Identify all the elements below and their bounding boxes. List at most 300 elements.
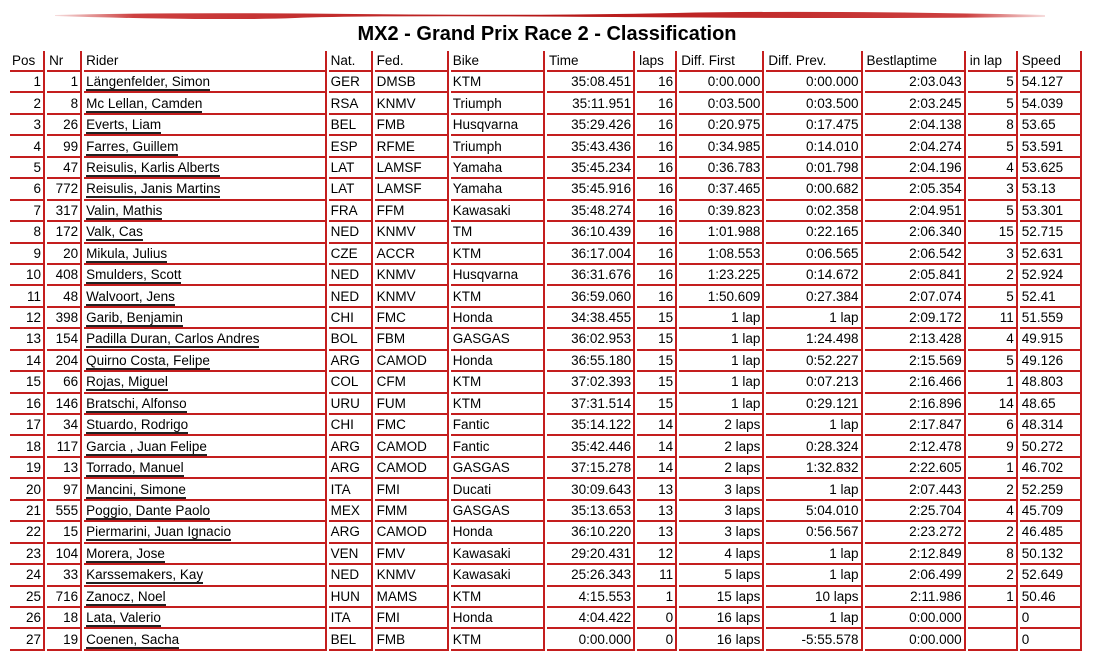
cell-diff-first: 0:03.500 bbox=[679, 93, 764, 114]
cell-bestlaptime: 2:22.605 bbox=[865, 458, 966, 479]
cell-bike: GASGAS bbox=[451, 329, 545, 350]
cell-pos: 4 bbox=[10, 136, 45, 157]
cell-nat: VEN bbox=[329, 544, 373, 565]
cell-laps: 16 bbox=[637, 158, 677, 179]
cell-bestlaptime: 2:05.354 bbox=[865, 179, 966, 200]
cell-nr: 408 bbox=[47, 265, 82, 286]
rider-name-link[interactable]: Farres, Guillem bbox=[86, 138, 179, 154]
cell-diff-first: 1 lap bbox=[679, 329, 764, 350]
table-row bbox=[10, 329, 1082, 350]
cell-time: 36:02.953 bbox=[547, 329, 635, 350]
cell-fed: ACCR bbox=[375, 244, 449, 265]
cell-time: 36:10.439 bbox=[547, 222, 635, 243]
cell-speed: 51.559 bbox=[1020, 308, 1082, 329]
cell-nr: 398 bbox=[47, 308, 82, 329]
cell-laps: 16 bbox=[637, 179, 677, 200]
header-row bbox=[10, 51, 1082, 72]
cell-diff-first: 3 laps bbox=[679, 522, 764, 543]
cell-bike: Yamaha bbox=[451, 158, 545, 179]
cell-nr: 33 bbox=[47, 565, 82, 586]
cell-laps: 12 bbox=[637, 544, 677, 565]
table-row bbox=[10, 629, 1082, 650]
cell-bestlaptime: 2:17.847 bbox=[865, 415, 966, 436]
cell-diff-first: 1:08.553 bbox=[679, 244, 764, 265]
decorative-brush-stroke bbox=[55, 11, 1045, 19]
cell-in-lap: 2 bbox=[968, 265, 1018, 286]
rider-name-link[interactable]: Rojas, Miguel bbox=[86, 374, 168, 390]
cell-bestlaptime: 2:06.499 bbox=[865, 565, 966, 586]
cell-pos: 9 bbox=[10, 244, 45, 265]
rider-name-link[interactable]: Garcia , Juan Felipe bbox=[86, 438, 207, 454]
cell-speed: 46.702 bbox=[1020, 458, 1082, 479]
rider-name-link[interactable]: Valk, Cas bbox=[86, 224, 143, 240]
cell-bestlaptime: 2:07.443 bbox=[865, 479, 966, 500]
cell-speed: 52.715 bbox=[1020, 222, 1082, 243]
cell-diff-prev: 5:04.010 bbox=[766, 501, 862, 522]
cell-rider bbox=[84, 286, 326, 307]
cell-diff-first: 1:23.225 bbox=[679, 265, 764, 286]
table-row bbox=[10, 394, 1082, 415]
cell-speed: 53.65 bbox=[1020, 115, 1082, 136]
cell-pos: 12 bbox=[10, 308, 45, 329]
cell-time: 34:38.455 bbox=[547, 308, 635, 329]
cell-rider bbox=[84, 201, 326, 222]
col-header-rider: Rider bbox=[84, 51, 326, 72]
col-header-diff-prev: Diff. Prev. bbox=[766, 51, 862, 72]
table-row bbox=[10, 222, 1082, 243]
cell-fed: FMC bbox=[375, 415, 449, 436]
cell-diff-prev: 0:06.565 bbox=[766, 244, 862, 265]
cell-diff-first: 0:00.000 bbox=[679, 72, 764, 93]
cell-in-lap: 1 bbox=[968, 372, 1018, 393]
cell-rider bbox=[84, 72, 326, 93]
cell-diff-first: 3 laps bbox=[679, 501, 764, 522]
cell-in-lap: 14 bbox=[968, 394, 1018, 415]
cell-nat: ESP bbox=[329, 136, 373, 157]
cell-nr: 172 bbox=[47, 222, 82, 243]
cell-fed: FMB bbox=[375, 629, 449, 650]
table-row bbox=[10, 544, 1082, 565]
cell-bike: Kawasaki bbox=[451, 201, 545, 222]
cell-rider bbox=[84, 158, 326, 179]
cell-in-lap: 11 bbox=[968, 308, 1018, 329]
cell-pos: 26 bbox=[10, 608, 45, 629]
cell-diff-first: 1 lap bbox=[679, 372, 764, 393]
cell-laps: 13 bbox=[637, 522, 677, 543]
cell-time: 37:31.514 bbox=[547, 394, 635, 415]
cell-fed: FBM bbox=[375, 329, 449, 350]
cell-diff-prev: 0:14.010 bbox=[766, 136, 862, 157]
col-header-diff-first: Diff. First bbox=[679, 51, 764, 72]
cell-pos: 17 bbox=[10, 415, 45, 436]
rider-name-link[interactable]: Smulders, Scott bbox=[86, 267, 182, 283]
cell-nat: NED bbox=[329, 222, 373, 243]
rider-name-link[interactable]: Lata, Valerio bbox=[86, 610, 161, 626]
cell-fed: KNMV bbox=[375, 286, 449, 307]
cell-bike: GASGAS bbox=[451, 501, 545, 522]
cell-fed: KNMV bbox=[375, 565, 449, 586]
cell-fed: FMI bbox=[375, 608, 449, 629]
cell-time: 35:45.916 bbox=[547, 179, 635, 200]
cell-laps: 16 bbox=[637, 244, 677, 265]
cell-laps: 14 bbox=[637, 415, 677, 436]
cell-diff-prev: -5:55.578 bbox=[766, 629, 862, 650]
cell-speed: 53.625 bbox=[1020, 158, 1082, 179]
cell-laps: 16 bbox=[637, 136, 677, 157]
cell-rider bbox=[84, 136, 326, 157]
cell-nr: 15 bbox=[47, 522, 82, 543]
cell-bike: Husqvarna bbox=[451, 265, 545, 286]
cell-fed: KNMV bbox=[375, 93, 449, 114]
table-row bbox=[10, 351, 1082, 372]
cell-in-lap: 9 bbox=[968, 436, 1018, 457]
rider-name-link[interactable]: Karssemakers, Kay bbox=[86, 567, 204, 583]
cell-diff-first: 0:39.823 bbox=[679, 201, 764, 222]
results-body bbox=[10, 72, 1082, 651]
cell-speed: 54.127 bbox=[1020, 72, 1082, 93]
cell-pos: 19 bbox=[10, 458, 45, 479]
table-row bbox=[10, 308, 1082, 329]
cell-fed: DMSB bbox=[375, 72, 449, 93]
cell-nr: 555 bbox=[47, 501, 82, 522]
rider-name-link[interactable]: Reisulis, Janis Martins bbox=[86, 181, 221, 197]
cell-bestlaptime: 2:03.043 bbox=[865, 72, 966, 93]
table-row bbox=[10, 265, 1082, 286]
cell-diff-prev: 0:29.121 bbox=[766, 394, 862, 415]
cell-nat: ITA bbox=[329, 608, 373, 629]
cell-time: 25:26.343 bbox=[547, 565, 635, 586]
table-row bbox=[10, 158, 1082, 179]
cell-time: 35:14.122 bbox=[547, 415, 635, 436]
cell-rider bbox=[84, 179, 326, 200]
table-row bbox=[10, 458, 1082, 479]
rider-name-link[interactable]: Torrado, Manuel bbox=[86, 460, 184, 476]
cell-nr: 716 bbox=[47, 587, 82, 608]
rider-name-link[interactable]: Mc Lellan, Camden bbox=[86, 95, 203, 111]
cell-nat: NED bbox=[329, 265, 373, 286]
cell-nat: LAT bbox=[329, 158, 373, 179]
cell-time: 37:02.393 bbox=[547, 372, 635, 393]
cell-nat: HUN bbox=[329, 587, 373, 608]
cell-nr: 8 bbox=[47, 93, 82, 114]
cell-in-lap: 5 bbox=[968, 286, 1018, 307]
cell-diff-first: 5 laps bbox=[679, 565, 764, 586]
cell-nat: BOL bbox=[329, 329, 373, 350]
cell-in-lap: 6 bbox=[968, 415, 1018, 436]
cell-laps: 0 bbox=[637, 629, 677, 650]
cell-speed: 52.631 bbox=[1020, 244, 1082, 265]
cell-speed: 45.709 bbox=[1020, 501, 1082, 522]
cell-bike: KTM bbox=[451, 629, 545, 650]
cell-bestlaptime: 0:00.000 bbox=[865, 629, 966, 650]
cell-nr: 117 bbox=[47, 436, 82, 457]
table-row bbox=[10, 587, 1082, 608]
cell-pos: 21 bbox=[10, 501, 45, 522]
cell-diff-prev: 1:32.832 bbox=[766, 458, 862, 479]
cell-nat: RSA bbox=[329, 93, 373, 114]
rider-name-link[interactable]: Bratschi, Alfonso bbox=[86, 395, 187, 411]
cell-nat: ARG bbox=[329, 351, 373, 372]
cell-diff-prev: 1 lap bbox=[766, 479, 862, 500]
cell-time: 35:29.426 bbox=[547, 115, 635, 136]
cell-speed: 54.039 bbox=[1020, 93, 1082, 114]
cell-diff-first: 0:34.985 bbox=[679, 136, 764, 157]
cell-diff-prev: 1 lap bbox=[766, 608, 862, 629]
cell-speed: 52.924 bbox=[1020, 265, 1082, 286]
cell-in-lap: 2 bbox=[968, 565, 1018, 586]
cell-bestlaptime: 2:23.272 bbox=[865, 522, 966, 543]
cell-bestlaptime: 0:00.000 bbox=[865, 608, 966, 629]
cell-pos: 5 bbox=[10, 158, 45, 179]
cell-bike: KTM bbox=[451, 72, 545, 93]
cell-nat: ARG bbox=[329, 458, 373, 479]
cell-fed: LAMSF bbox=[375, 158, 449, 179]
cell-time: 4:15.553 bbox=[547, 587, 635, 608]
cell-laps: 15 bbox=[637, 308, 677, 329]
cell-diff-prev: 0:02.358 bbox=[766, 201, 862, 222]
rider-name-link[interactable]: Reisulis, Karlis Alberts bbox=[86, 159, 220, 175]
cell-laps: 15 bbox=[637, 351, 677, 372]
table-row bbox=[10, 608, 1082, 629]
cell-nat: COL bbox=[329, 372, 373, 393]
cell-speed: 0 bbox=[1020, 629, 1082, 650]
cell-nr: 317 bbox=[47, 201, 82, 222]
cell-in-lap: 4 bbox=[968, 329, 1018, 350]
cell-fed: FMV bbox=[375, 544, 449, 565]
cell-bike: GASGAS bbox=[451, 458, 545, 479]
cell-laps: 0 bbox=[637, 608, 677, 629]
cell-laps: 14 bbox=[637, 436, 677, 457]
cell-fed: KNMV bbox=[375, 222, 449, 243]
cell-laps: 14 bbox=[637, 458, 677, 479]
col-header-nr: Nr bbox=[47, 51, 82, 72]
cell-speed: 48.803 bbox=[1020, 372, 1082, 393]
cell-time: 29:20.431 bbox=[547, 544, 635, 565]
cell-in-lap bbox=[968, 608, 1018, 629]
cell-nat: CZE bbox=[329, 244, 373, 265]
cell-rider bbox=[84, 436, 326, 457]
cell-bike: KTM bbox=[451, 372, 545, 393]
cell-nr: 97 bbox=[47, 479, 82, 500]
cell-time: 37:15.278 bbox=[547, 458, 635, 479]
cell-time: 36:55.180 bbox=[547, 351, 635, 372]
col-header-in-lap: in lap bbox=[968, 51, 1018, 72]
cell-fed: FUM bbox=[375, 394, 449, 415]
cell-bike: Fantic bbox=[451, 436, 545, 457]
rider-name-link[interactable]: Padilla Duran, Carlos Andres bbox=[86, 331, 260, 347]
cell-time: 0:00.000 bbox=[547, 629, 635, 650]
cell-time: 35:11.951 bbox=[547, 93, 635, 114]
cell-fed: FMB bbox=[375, 115, 449, 136]
cell-rider bbox=[84, 265, 326, 286]
cell-rider bbox=[84, 415, 326, 436]
rider-name-link[interactable]: Valin, Mathis bbox=[86, 202, 163, 218]
cell-pos: 7 bbox=[10, 201, 45, 222]
cell-pos: 25 bbox=[10, 587, 45, 608]
rider-name-link[interactable]: Poggio, Dante Paolo bbox=[86, 502, 210, 518]
cell-nr: 13 bbox=[47, 458, 82, 479]
cell-pos: 24 bbox=[10, 565, 45, 586]
cell-rider bbox=[84, 458, 326, 479]
cell-speed: 50.272 bbox=[1020, 436, 1082, 457]
cell-time: 35:42.446 bbox=[547, 436, 635, 457]
cell-bestlaptime: 2:09.172 bbox=[865, 308, 966, 329]
cell-rider bbox=[84, 565, 326, 586]
cell-nat: ARG bbox=[329, 522, 373, 543]
cell-speed: 52.41 bbox=[1020, 286, 1082, 307]
table-row bbox=[10, 93, 1082, 114]
cell-laps: 16 bbox=[637, 222, 677, 243]
rider-name-link[interactable]: Stuardo, Rodrigo bbox=[86, 417, 189, 433]
cell-nat: BEL bbox=[329, 629, 373, 650]
cell-nat: NED bbox=[329, 565, 373, 586]
cell-diff-prev: 1 lap bbox=[766, 308, 862, 329]
cell-diff-first: 0:37.465 bbox=[679, 179, 764, 200]
cell-nr: 104 bbox=[47, 544, 82, 565]
cell-diff-first: 0:20.975 bbox=[679, 115, 764, 136]
col-header-bike: Bike bbox=[451, 51, 545, 72]
cell-bestlaptime: 2:03.245 bbox=[865, 93, 966, 114]
rider-name-link[interactable]: Morera, Jose bbox=[86, 545, 165, 561]
cell-fed: CAMOD bbox=[375, 351, 449, 372]
cell-nr: 146 bbox=[47, 394, 82, 415]
rider-name-link[interactable]: Piermarini, Juan Ignacio bbox=[86, 524, 231, 540]
cell-time: 35:43.436 bbox=[547, 136, 635, 157]
cell-time: 36:31.676 bbox=[547, 265, 635, 286]
rider-name-link[interactable]: Mikula, Julius bbox=[86, 245, 168, 261]
rider-name-link[interactable]: Garib, Benjamin bbox=[86, 310, 183, 326]
cell-fed: CAMOD bbox=[375, 436, 449, 457]
cell-bike: Honda bbox=[451, 308, 545, 329]
table-row bbox=[10, 436, 1082, 457]
cell-speed: 50.132 bbox=[1020, 544, 1082, 565]
rider-name-link[interactable]: Mancini, Simone bbox=[86, 481, 186, 497]
cell-rider bbox=[84, 93, 326, 114]
cell-laps: 13 bbox=[637, 479, 677, 500]
cell-bestlaptime: 2:05.841 bbox=[865, 265, 966, 286]
cell-diff-prev: 1 lap bbox=[766, 565, 862, 586]
cell-rider bbox=[84, 608, 326, 629]
cell-in-lap: 5 bbox=[968, 351, 1018, 372]
cell-diff-prev: 0:01.798 bbox=[766, 158, 862, 179]
cell-time: 35:13.653 bbox=[547, 501, 635, 522]
cell-diff-prev: 0:14.672 bbox=[766, 265, 862, 286]
cell-bike: Honda bbox=[451, 351, 545, 372]
cell-diff-prev: 0:17.475 bbox=[766, 115, 862, 136]
cell-nr: 154 bbox=[47, 329, 82, 350]
cell-nat: CHI bbox=[329, 308, 373, 329]
cell-nat: NED bbox=[329, 286, 373, 307]
cell-bike: TM bbox=[451, 222, 545, 243]
cell-bike: Yamaha bbox=[451, 179, 545, 200]
rider-name-link[interactable]: Coenen, Sacha bbox=[86, 631, 180, 647]
cell-laps: 16 bbox=[637, 265, 677, 286]
cell-diff-prev: 0:27.384 bbox=[766, 286, 862, 307]
cell-bestlaptime: 2:25.704 bbox=[865, 501, 966, 522]
cell-pos: 2 bbox=[10, 93, 45, 114]
cell-bestlaptime: 2:11.986 bbox=[865, 587, 966, 608]
cell-bike: Honda bbox=[451, 608, 545, 629]
cell-diff-first: 1 lap bbox=[679, 394, 764, 415]
cell-in-lap: 5 bbox=[968, 136, 1018, 157]
cell-speed: 52.649 bbox=[1020, 565, 1082, 586]
cell-pos: 6 bbox=[10, 179, 45, 200]
cell-nr: 34 bbox=[47, 415, 82, 436]
cell-rider bbox=[84, 629, 326, 650]
cell-in-lap: 4 bbox=[968, 501, 1018, 522]
rider-name-link[interactable]: Quirno Costa, Felipe bbox=[86, 352, 210, 368]
cell-diff-prev: 0:52.227 bbox=[766, 351, 862, 372]
cell-laps: 1 bbox=[637, 587, 677, 608]
cell-diff-first: 1:01.988 bbox=[679, 222, 764, 243]
cell-time: 35:48.274 bbox=[547, 201, 635, 222]
cell-laps: 13 bbox=[637, 501, 677, 522]
cell-diff-prev: 0:00.000 bbox=[766, 72, 862, 93]
table-row bbox=[10, 201, 1082, 222]
cell-bestlaptime: 2:13.428 bbox=[865, 329, 966, 350]
cell-in-lap: 2 bbox=[968, 479, 1018, 500]
table-row bbox=[10, 72, 1082, 93]
cell-in-lap: 3 bbox=[968, 244, 1018, 265]
cell-fed: KNMV bbox=[375, 265, 449, 286]
cell-rider bbox=[84, 115, 326, 136]
cell-bike: KTM bbox=[451, 587, 545, 608]
cell-speed: 53.591 bbox=[1020, 136, 1082, 157]
cell-speed: 53.301 bbox=[1020, 201, 1082, 222]
cell-nr: 772 bbox=[47, 179, 82, 200]
cell-pos: 11 bbox=[10, 286, 45, 307]
cell-pos: 18 bbox=[10, 436, 45, 457]
rider-name-link[interactable]: Everts, Liam bbox=[86, 117, 162, 133]
cell-speed: 0 bbox=[1020, 608, 1082, 629]
cell-rider bbox=[84, 501, 326, 522]
rider-name-link[interactable]: Walvoort, Jens bbox=[86, 288, 175, 304]
cell-nat: URU bbox=[329, 394, 373, 415]
cell-pos: 23 bbox=[10, 544, 45, 565]
cell-fed: FFM bbox=[375, 201, 449, 222]
cell-time: 36:59.060 bbox=[547, 286, 635, 307]
cell-nat: BEL bbox=[329, 115, 373, 136]
cell-bike: Husqvarna bbox=[451, 115, 545, 136]
cell-nr: 1 bbox=[47, 72, 82, 93]
rider-name-link[interactable]: Zanocz, Noel bbox=[86, 588, 166, 604]
cell-diff-first: 2 laps bbox=[679, 415, 764, 436]
cell-speed: 48.65 bbox=[1020, 394, 1082, 415]
col-header-pos: Pos bbox=[10, 51, 45, 72]
cell-nr: 20 bbox=[47, 244, 82, 265]
rider-name-link[interactable]: Längenfelder, Simon bbox=[86, 74, 210, 90]
cell-rider bbox=[84, 479, 326, 500]
cell-bestlaptime: 2:07.074 bbox=[865, 286, 966, 307]
cell-fed: FMI bbox=[375, 479, 449, 500]
cell-rider bbox=[84, 372, 326, 393]
cell-fed: LAMSF bbox=[375, 179, 449, 200]
cell-diff-prev: 1 lap bbox=[766, 544, 862, 565]
cell-diff-first: 2 laps bbox=[679, 458, 764, 479]
cell-bestlaptime: 2:04.274 bbox=[865, 136, 966, 157]
cell-nat: CHI bbox=[329, 415, 373, 436]
cell-in-lap: 4 bbox=[968, 158, 1018, 179]
table-row bbox=[10, 286, 1082, 307]
cell-time: 30:09.643 bbox=[547, 479, 635, 500]
cell-rider bbox=[84, 544, 326, 565]
cell-diff-first: 15 laps bbox=[679, 587, 764, 608]
cell-speed: 52.259 bbox=[1020, 479, 1082, 500]
table-row bbox=[10, 501, 1082, 522]
cell-diff-first: 2 laps bbox=[679, 436, 764, 457]
table-row bbox=[10, 565, 1082, 586]
cell-bestlaptime: 2:16.896 bbox=[865, 394, 966, 415]
